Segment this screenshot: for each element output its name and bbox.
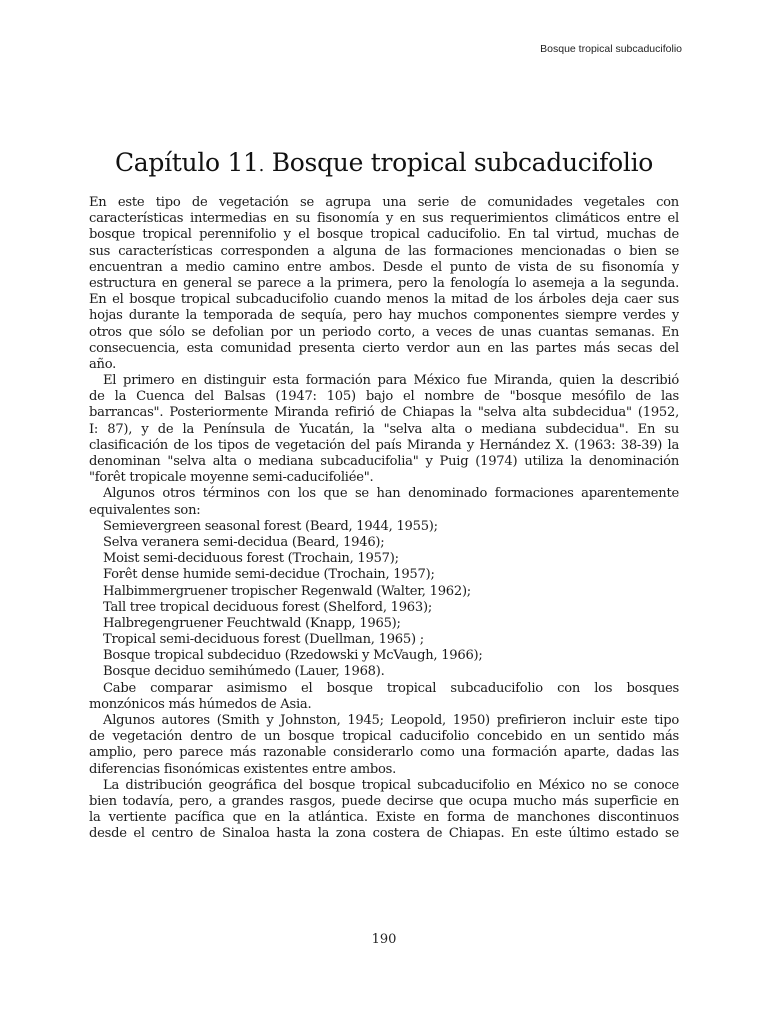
text-line: monzónicos más húmedos de Asia. <box>89 696 312 712</box>
text-line: denominan "selva alta o mediana subcaducifolia" y Puig (1974) utiliza la denominación <box>89 454 679 469</box>
text-line: En el bosque tropical subcaducifolio cuando menos la mitad de los árboles deja caer sus <box>89 292 679 308</box>
page-number: 190 <box>371 932 397 947</box>
text-line: características intermedias en su fisonomía y en sus requerimientos climáticos entre el <box>89 211 679 227</box>
text-line: la vertiente pacífica que en la atlántica. Existe en forma de manchones discontinuos <box>89 810 679 826</box>
text-line: Algunos otros términos con los que se han denominado formaciones aparentemente <box>103 486 679 502</box>
text-line: clasificación de los tipos de vegetación del país Miranda y Hernández X. (1963: 38-39) la <box>89 437 679 453</box>
text-line: hojas durante la temporada de sequía, pero hay muchos componentes siempre verdes y <box>89 308 679 324</box>
text-line: La distribución geográfica del bosque tropical subcaducifolio en México no se conoce <box>103 777 679 793</box>
text-line: consecuencia, esta comunidad presenta cierto verdor aun en las partes más secas del <box>89 340 679 356</box>
chapter-separator: . <box>258 155 265 176</box>
text-line: Semievergreen seasonal forest (Beard, 1944, 1955); <box>103 518 438 534</box>
text-line: año. <box>89 356 117 372</box>
text-line: Bosque deciduo semihúmedo (Lauer, 1968). <box>103 664 385 680</box>
text-line: El primero en distinguir esta formación para México fue Miranda, quien la describió <box>103 373 679 389</box>
running-head: Bosque tropical subcaducifolio <box>540 43 682 55</box>
text-line: I: 87), y de la Península de Yucatán, la "selva alta o mediana subdecidua". En su <box>89 421 679 437</box>
text-line: amplio, pero parece más razonable considerarlo como una formación aparte, dadas las <box>89 745 679 761</box>
text-line: de vegetación dentro de un bosque tropical caducifolio concebido en un sentido más <box>89 729 679 745</box>
text-line: equivalentes son: <box>89 502 201 518</box>
text-line: sus características corresponden a alguna de las formaciones mencionadas o bien se <box>89 243 679 259</box>
text-line: Cabe comparar asimismo el bosque tropical subcaducifolio con los bosques <box>103 680 679 696</box>
text-line: Forêt dense humide semi-decidue (Trochain, 1957); <box>103 567 435 583</box>
chapter-name: Bosque tropical subcaducifolio <box>271 148 654 177</box>
text-line: estructura en general se parece a la primera, pero la fenología lo asemeja a la segunda. <box>89 275 679 291</box>
text-line: desde el centro de Sinaloa hasta la zona costera de Chiapas. En este último estado se <box>89 826 679 842</box>
text-line: Bosque tropical subdeciduo (Rzedowski y McVaugh, 1966); <box>103 648 483 664</box>
text-line: Tall tree tropical deciduous forest (Shelford, 1963); <box>103 599 432 615</box>
text-line: de la Cuenca del Balsas (1947: 105) bajo el nombre de "bosque mesófilo de las <box>89 389 679 405</box>
text-line: "forêt tropicale moyenne semi-caducifoliée". <box>89 470 374 486</box>
chapter-title <box>0 148 768 177</box>
text-line: bosque tropical perennifolio y el bosque tropical caducifolio. En tal virtud, muchas de <box>89 227 679 243</box>
text-line: Algunos autores (Smith y Johnston, 1945; Leopold, 1950) prefirieron incluir este tipo <box>103 713 679 728</box>
text-line: En este tipo de vegetación se agrupa una serie de comunidades vegetales con <box>89 195 679 210</box>
text-line: Selva veranera semi-decidua (Beard, 1946); <box>103 534 385 550</box>
chapter-label: Capítulo 11 <box>114 148 259 177</box>
text-line: Halbimmergruener tropischer Regenwald (Walter, 1962); <box>103 583 471 599</box>
text-line: bien todavía, pero, a grandes rasgos, puede decirse que ocupa mucho más superficie en <box>89 793 679 809</box>
text-line: Tropical semi-deciduous forest (Duellman, 1965) ; <box>103 632 424 648</box>
text-line: diferencias fisonómicas existentes entre ambos. <box>89 761 397 777</box>
text-line: barrancas". Posteriormente Miranda refirió de Chiapas la "selva alta subdecidua" (1952, <box>89 405 679 421</box>
text-line: Moist semi-deciduous forest (Trochain, 1957); <box>103 551 399 567</box>
text-line: otros que sólo se defolian por un periodo corto, a veces de unas cuantas semanas. En <box>89 324 679 340</box>
text-line: encuentran a medio camino entre ambos. Desde el punto de vista de su fisonomía y <box>89 259 679 275</box>
body-text <box>89 195 679 843</box>
text-line: Halbregengruener Feuchtwald (Knapp, 1965); <box>103 615 401 631</box>
